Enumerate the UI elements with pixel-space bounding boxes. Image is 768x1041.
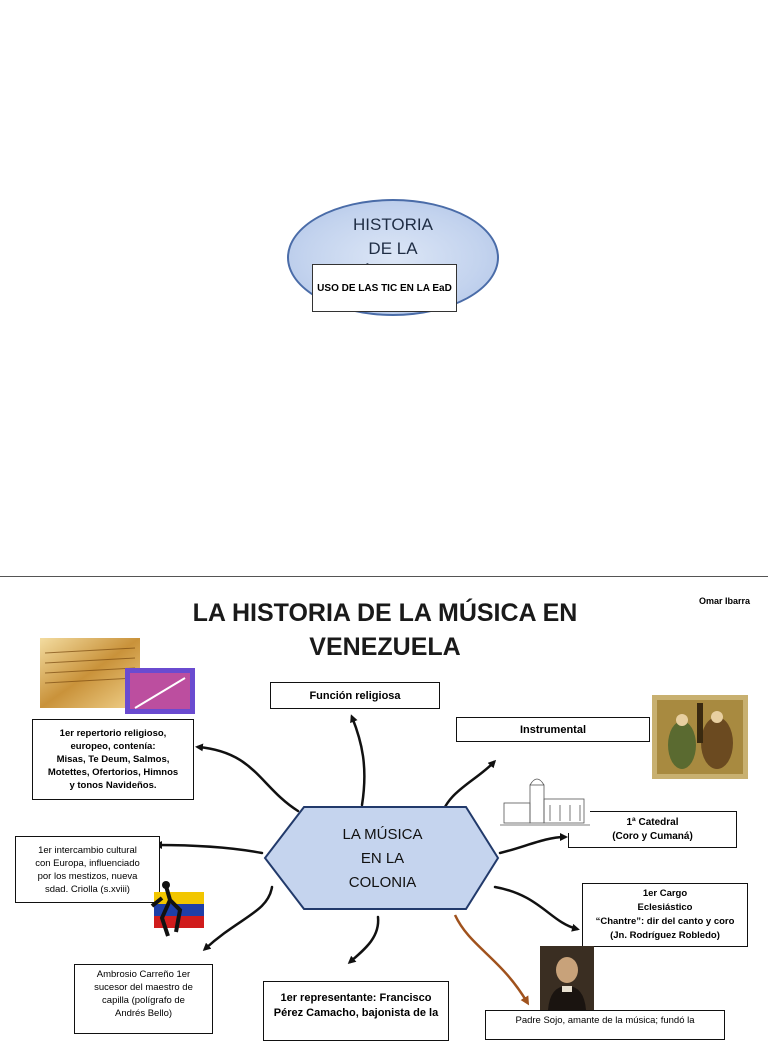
catedral-line: 1ª Catedral bbox=[626, 816, 679, 828]
center-line-3: COLONIA bbox=[348, 874, 417, 891]
repertorio-line: 1er repertorio religioso, bbox=[59, 728, 167, 739]
arrow-to-ambrosio bbox=[205, 887, 272, 949]
oval-line-1: HISTORIA bbox=[353, 215, 433, 234]
cargo-line: 1er Cargo bbox=[642, 888, 688, 899]
subtitle-box: USO DE LAS TIC EN LA EaD bbox=[312, 264, 457, 312]
intercambio-line: por los mestizos, nueva bbox=[37, 870, 138, 882]
intercambio-line: 1er intercambio cultural bbox=[38, 844, 137, 856]
arrow-to-catedral bbox=[500, 837, 565, 853]
representante-line: Pérez Camacho, bajonista de la bbox=[273, 1007, 439, 1019]
repertorio-line: europeo, contenía: bbox=[70, 741, 156, 752]
flag-dancers-image bbox=[146, 880, 204, 938]
oval-line-2: DE LA bbox=[368, 239, 418, 258]
node-catedral bbox=[568, 811, 737, 848]
arrow-to-religiosa bbox=[352, 717, 364, 805]
ambrosio-line: Ambrosio Carreño 1er bbox=[96, 969, 191, 980]
arrow-to-repertorio bbox=[198, 747, 298, 811]
node-cargo bbox=[582, 883, 748, 947]
cargo-line: Eclesiástico bbox=[637, 902, 693, 913]
node-sojo: Padre Sojo, amante de la música; fundó la bbox=[485, 1010, 725, 1040]
ambrosio-line: capilla (polígrafo de bbox=[102, 995, 185, 1006]
node-representante bbox=[263, 981, 449, 1041]
repertorio-line: y tonos Navideños. bbox=[69, 780, 157, 791]
arrow-to-cargo bbox=[495, 887, 577, 929]
intercambio-line: sdad. Criolla (s.xviii) bbox=[44, 883, 130, 895]
sheet-music-collage-image bbox=[40, 638, 195, 714]
node-intercambio bbox=[15, 836, 160, 903]
arrow-to-representante bbox=[350, 917, 378, 962]
title-line-2: VENEZUELA bbox=[309, 633, 461, 661]
cargo-line: (Jn. Rodríguez Robledo) bbox=[610, 930, 720, 941]
center-concept bbox=[300, 823, 465, 895]
center-line-2: EN LA bbox=[360, 850, 405, 867]
node-repertorio bbox=[32, 719, 194, 800]
repertorio-line: Motettes, Ofertorios, Himnos bbox=[47, 767, 179, 778]
intercambio-line: con Europa, influenciado bbox=[35, 857, 140, 869]
ambrosio-line: Andrés Bello) bbox=[114, 1008, 173, 1019]
title-line-1: LA HISTORIA DE LA MÚSICA EN bbox=[192, 599, 578, 627]
arrow-to-intercambio bbox=[157, 845, 262, 853]
ambrosio-line: sucesor del maestro de bbox=[94, 982, 193, 993]
painting-musicians-image bbox=[652, 695, 748, 779]
catedral-line: (Coro y Cumaná) bbox=[612, 830, 693, 842]
cargo-line: “Chantre”: dir del canto y coro bbox=[595, 916, 735, 927]
node-instrumental: Instrumental bbox=[456, 717, 650, 742]
node-funcion-religiosa: Función religiosa bbox=[270, 682, 440, 709]
center-line-1: LA MÚSICA bbox=[342, 826, 423, 843]
repertorio-line: Misas, Te Deum, Salmos, bbox=[56, 754, 170, 765]
cathedral-sketch-image bbox=[500, 771, 590, 833]
representante-line: 1er representante: Francisco bbox=[280, 992, 432, 1004]
arrow-to-sojo bbox=[455, 915, 527, 1002]
portrait-priest-image bbox=[540, 946, 594, 1010]
author-name: Omar Ibarra bbox=[698, 596, 750, 606]
